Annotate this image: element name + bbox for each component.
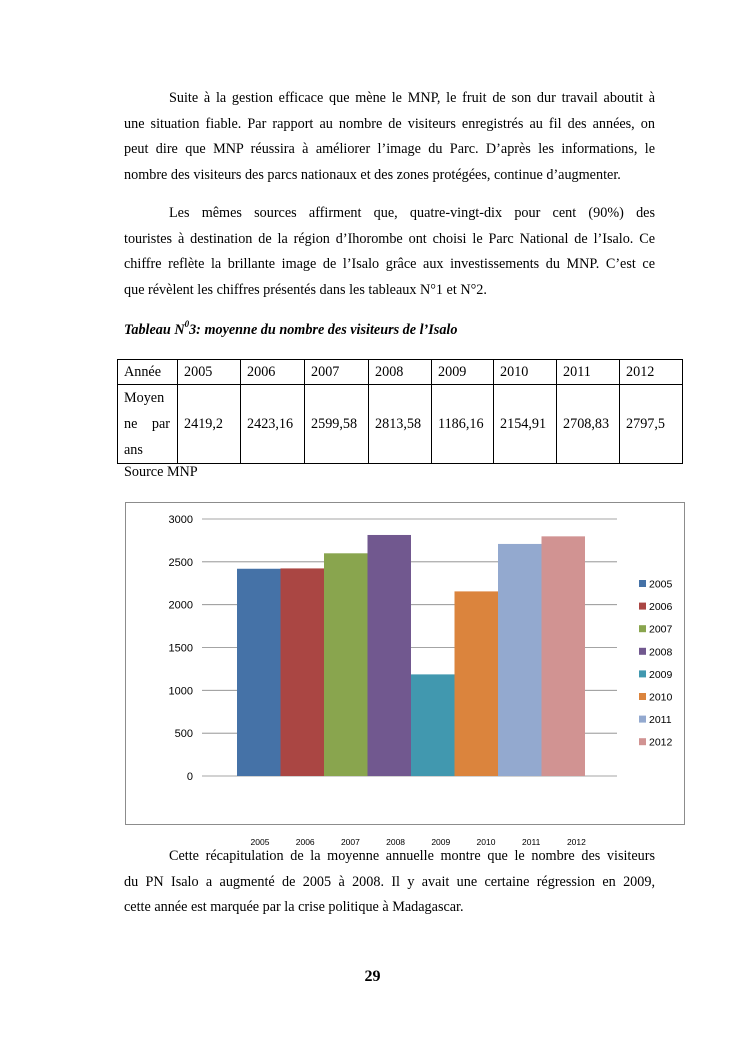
bar-2011 xyxy=(498,544,542,776)
value-cell: 1186,16 xyxy=(432,385,494,464)
bar-2005 xyxy=(237,569,281,776)
y-tick-label: 3000 xyxy=(168,514,193,526)
legend-label: 2011 xyxy=(649,714,672,727)
value-cell: 2599,58 xyxy=(305,385,369,464)
legend-label: 2012 xyxy=(649,736,673,749)
row-label-line: ne par xyxy=(124,416,170,432)
row-label-line: ans xyxy=(124,442,143,458)
text-line: chiffre reflète la brillante image de l’Isalo grâce aux investissements du MNP. C’est ce xyxy=(124,256,655,272)
text-line: peut dire que MNP réussira à améliorer l’image du Parc. D’après les informations, le xyxy=(124,141,655,157)
legend-swatch xyxy=(639,580,646,587)
x-tick-label: 2011 xyxy=(522,837,541,847)
text-line: du PN Isalo a augmenté de 2005 à 2008. Il y avait une certaine régression en 2009, xyxy=(124,873,655,890)
y-tick-label: 2500 xyxy=(168,556,193,569)
legend-swatch xyxy=(639,738,646,745)
y-tick-label: 1000 xyxy=(168,685,193,698)
year-cell: 2011 xyxy=(557,360,620,385)
caption-superscript: 0 xyxy=(184,319,190,329)
text-line: cette année est marquée par la crise politique à Madagascar. xyxy=(124,899,464,915)
x-tick-label: 2005 xyxy=(250,837,270,847)
legend-swatch xyxy=(639,693,646,700)
year-cell: 2012 xyxy=(620,360,683,385)
x-tick-label: 2012 xyxy=(566,837,586,847)
year-cell: 2008 xyxy=(369,360,432,385)
y-tick-label: 2000 xyxy=(168,599,193,612)
legend-label: 2006 xyxy=(649,601,673,614)
value-cell: 2797,5 xyxy=(620,385,683,464)
value-cell: 2419,2 xyxy=(178,385,241,464)
x-tick-label: 2007 xyxy=(340,837,360,847)
text-line: nombre des visiteurs des parcs nationaux et des zones protégées, continue d’augmenter. xyxy=(124,166,621,183)
legend-label: 2005 xyxy=(649,578,673,591)
text-line: Cette récapitulation de la moyenne annuelle montre que le nombre des visiteurs xyxy=(169,848,655,864)
legend-swatch xyxy=(639,603,646,610)
value-cell: 2708,83 xyxy=(557,385,620,464)
x-tick-label: 2008 xyxy=(386,837,406,847)
x-tick-label: 2010 xyxy=(476,837,496,847)
text-line: Suite à la gestion efficace que mène le MNP, le fruit de son dur travail aboutit à xyxy=(169,90,655,106)
bar-2007 xyxy=(324,553,368,776)
x-tick-label: 2006 xyxy=(295,837,315,847)
legend-swatch xyxy=(639,648,646,655)
bar-2009 xyxy=(411,674,455,776)
legend-label: 2007 xyxy=(649,623,673,636)
legend-label: 2008 xyxy=(649,646,673,659)
y-tick-label: 500 xyxy=(174,728,193,741)
caption-prefix: Tableau N xyxy=(124,322,185,338)
legend-swatch xyxy=(639,716,646,723)
bar-2012 xyxy=(542,536,586,776)
caption-text: 3: moyenne du nombre des visiteurs de l’Isalo xyxy=(189,322,458,338)
row-label-line: Moyen xyxy=(124,390,165,406)
bar-2010 xyxy=(455,591,499,776)
year-cell: 2005 xyxy=(178,360,241,385)
legend-swatch xyxy=(639,625,646,632)
value-cell: 2813,58 xyxy=(369,385,432,464)
page-number: 29 xyxy=(364,968,381,985)
bar-2008 xyxy=(368,535,412,776)
value-cell: 2154,91 xyxy=(494,385,557,464)
y-tick-label: 1500 xyxy=(168,642,193,655)
header-label: Année xyxy=(118,360,178,385)
year-cell: 2009 xyxy=(432,360,494,385)
bar-2006 xyxy=(281,568,325,776)
year-cell: 2007 xyxy=(305,360,369,385)
text-line: que révèlent les chiffres présentés dans les tableaux N°1 et N°2. xyxy=(124,281,487,298)
year-cell: 2006 xyxy=(241,360,305,385)
source-note: Source MNP xyxy=(124,464,198,480)
y-tick-label: 0 xyxy=(186,771,193,783)
text-line: touristes à destination de la région d’Ihorombe ont choisi le Parc National de l’Isalo. Ce xyxy=(124,230,655,247)
paragraph-3 xyxy=(124,844,655,921)
text-line: une situation fiable. Par rapport au nombre de visiteurs enregistrés au fil des années, on xyxy=(124,115,655,132)
value-cell: 2423,16 xyxy=(241,385,305,464)
x-tick-label: 2009 xyxy=(431,837,451,847)
legend-swatch xyxy=(639,670,646,677)
year-cell: 2010 xyxy=(494,360,557,385)
legend-label: 2009 xyxy=(649,668,673,681)
text-line: Les mêmes sources affirment que, quatre-vingt-dix pour cent (90%) des xyxy=(169,205,655,221)
legend-label: 2010 xyxy=(649,691,673,704)
